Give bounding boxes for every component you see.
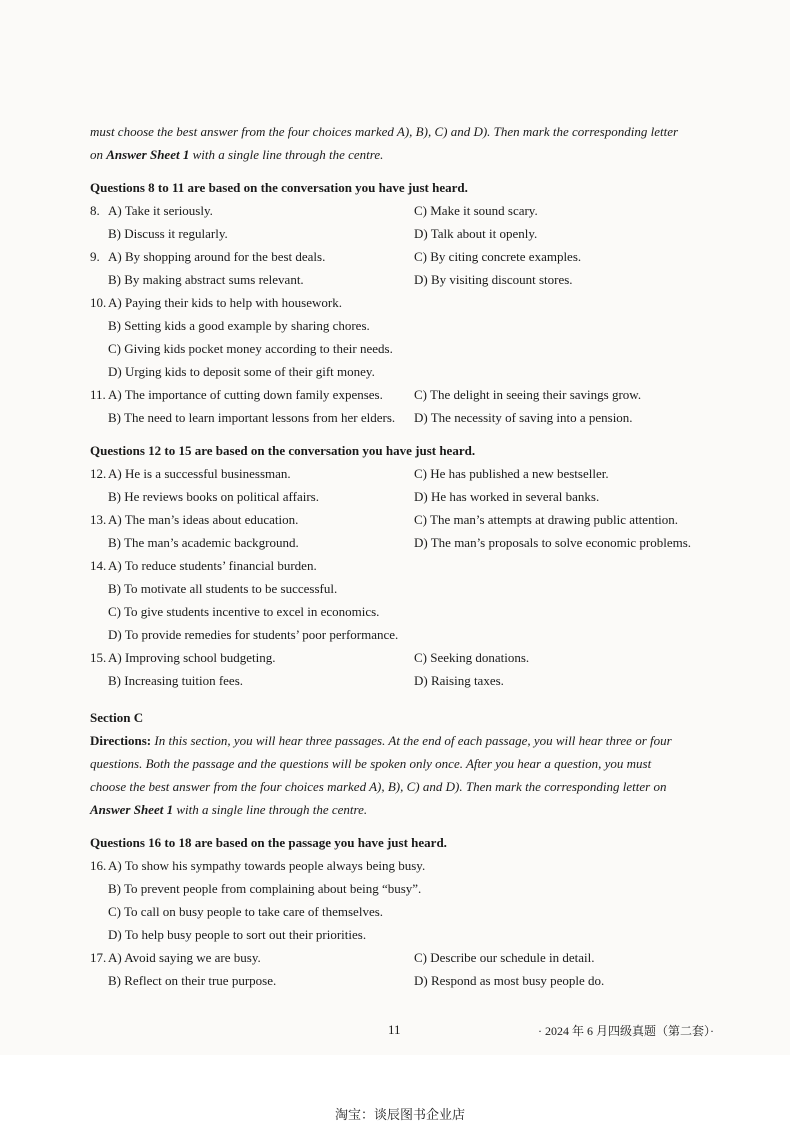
- option-c: C) To call on busy people to take care of themselves.: [108, 904, 384, 919]
- question-number: 14.: [90, 558, 107, 573]
- section-c-directions: [90, 729, 705, 821]
- question-17-row-1: [90, 946, 705, 969]
- question-number: 15.: [90, 650, 107, 665]
- option-d: D) Urging kids to deposit some of their gift money.: [108, 364, 375, 379]
- question-group-heading: Questions 16 to 18 are based on the passage you have just heard.: [90, 835, 447, 850]
- question-number: 8.: [90, 203, 100, 218]
- exam-tag: · 2024 年 6 月四级真题（第二套）·: [538, 1024, 714, 1038]
- question-12-row-1: [90, 462, 705, 485]
- option-b: B) The man’s academic background.: [108, 535, 299, 550]
- option-d: D) Respond as most busy people do.: [414, 973, 605, 988]
- question-8-row-1: [90, 199, 705, 222]
- option-a: A) The importance of cutting down family expenses.: [108, 387, 383, 402]
- question-number: 13.: [90, 512, 107, 527]
- option-c: C) Describe our schedule in detail.: [414, 950, 595, 965]
- option-a: A) To reduce students’ financial burden.: [108, 558, 317, 573]
- option-c: C) He has published a new bestseller.: [414, 466, 609, 481]
- question-group-heading: Questions 12 to 15 are based on the conversation you have just heard.: [90, 443, 476, 458]
- question-10-row-2: [90, 314, 705, 337]
- option-b: B) Reflect on their true purpose.: [108, 973, 277, 988]
- option-b: B) The need to learn important lessons from her elders.: [108, 410, 396, 425]
- option-a: A) Take it seriously.: [108, 203, 213, 218]
- question-10-row-4: [90, 360, 705, 383]
- option-d: D) He has worked in several banks.: [414, 489, 600, 504]
- directions-line-4: Answer Sheet 1 with a single line through the centre.: [90, 802, 368, 817]
- question-number: 12.: [90, 466, 107, 481]
- intro-text: [90, 120, 705, 166]
- question-13-row-1: [90, 508, 705, 531]
- option-c: C) The man’s attempts at drawing public attention.: [414, 512, 679, 527]
- option-a: A) Improving school budgeting.: [108, 650, 276, 665]
- directions-line-3: choose the best answer from the four choices marked A), B), C) and D). Then mark the corresponding letter on: [90, 779, 667, 794]
- option-a: A) Avoid saying we are busy.: [108, 950, 261, 965]
- question-8-row-2: [90, 222, 705, 245]
- question-14-row-3: [90, 600, 705, 623]
- question-10-row-3: [90, 337, 705, 360]
- option-a: A) To show his sympathy towards people always being busy.: [108, 858, 426, 873]
- question-14-row-1: [90, 554, 705, 577]
- question-16-row-1: [90, 854, 705, 877]
- directions-label: Directions:: [90, 733, 152, 748]
- question-number: 10.: [90, 295, 107, 310]
- option-c: C) Giving kids pocket money according to their needs.: [108, 341, 393, 356]
- option-c: C) Seeking donations.: [414, 650, 530, 665]
- question-14-row-4: [90, 623, 705, 646]
- question-group-heading: Questions 8 to 11 are based on the conversation you have just heard.: [90, 180, 468, 195]
- option-b: B) To motivate all students to be successful.: [108, 581, 338, 596]
- option-d: D) Raising taxes.: [414, 673, 504, 688]
- question-15-row-1: [90, 646, 705, 669]
- option-b: B) Increasing tuition fees.: [108, 673, 244, 688]
- option-b: B) To prevent people from complaining about being “busy”.: [108, 881, 422, 896]
- question-9-row-1: [90, 245, 705, 268]
- question-number: 16.: [90, 858, 107, 873]
- option-c: C) Make it sound scary.: [414, 203, 538, 218]
- question-number: 17.: [90, 950, 107, 965]
- question-9-row-2: [90, 268, 705, 291]
- option-b: B) He reviews books on political affairs.: [108, 489, 319, 504]
- answer-sheet-label: Answer Sheet 1: [90, 802, 174, 817]
- intro-line-2: on Answer Sheet 1 with a single line through the centre.: [90, 147, 384, 162]
- option-d: D) Talk about it openly.: [414, 226, 538, 241]
- question-17-row-2: [90, 969, 705, 992]
- question-14-row-2: [90, 577, 705, 600]
- option-d: D) To provide remedies for students’ poor performance.: [108, 627, 399, 642]
- question-16-row-2: [90, 877, 705, 900]
- option-b: B) Setting kids a good example by sharing chores.: [108, 318, 370, 333]
- intro-line-1: must choose the best answer from the four choices marked A), B), C) and D). Then mark the corresponding letter: [90, 124, 679, 139]
- option-a: A) He is a successful businessman.: [108, 466, 291, 481]
- page-content: [90, 120, 705, 992]
- option-d: D) By visiting discount stores.: [414, 272, 573, 287]
- option-c: C) By citing concrete examples.: [414, 249, 582, 264]
- section-c-title: Section C: [90, 710, 144, 725]
- option-c: C) The delight in seeing their savings grow.: [414, 387, 642, 402]
- question-12-row-2: [90, 485, 705, 508]
- question-11-row-2: [90, 406, 705, 429]
- question-11-row-1: [90, 383, 705, 406]
- page-number: 11: [388, 1022, 401, 1037]
- option-a: A) By shopping around for the best deals.: [108, 249, 326, 264]
- directions-line-2: questions. Both the passage and the questions will be spoken only once. After you hear a question, you must: [90, 756, 652, 771]
- option-d: D) To help busy people to sort out their priorities.: [108, 927, 367, 942]
- shop-watermark: 淘宝：谈辰图书企业店: [334, 1108, 465, 1123]
- question-16-row-4: [90, 923, 705, 946]
- option-b: B) Discuss it regularly.: [108, 226, 228, 241]
- option-d: D) The necessity of saving into a pension.: [414, 410, 633, 425]
- option-b: B) By making abstract sums relevant.: [108, 272, 304, 287]
- question-10-row-1: [90, 291, 705, 314]
- option-a: A) Paying their kids to help with housework.: [108, 295, 342, 310]
- question-number: 11.: [90, 387, 106, 402]
- question-number: 9.: [90, 249, 100, 264]
- option-a: A) The man’s ideas about education.: [108, 512, 299, 527]
- question-13-row-2: [90, 531, 705, 554]
- option-d: D) The man’s proposals to solve economic problems.: [414, 535, 692, 550]
- directions-line-1: Directions: In this section, you will hear three passages. At the end of each passage, you will hear three or four: [90, 733, 672, 748]
- question-15-row-2: [90, 669, 705, 692]
- option-c: C) To give students incentive to excel in economics.: [108, 604, 380, 619]
- answer-sheet-label: Answer Sheet 1: [106, 147, 190, 162]
- question-16-row-3: [90, 900, 705, 923]
